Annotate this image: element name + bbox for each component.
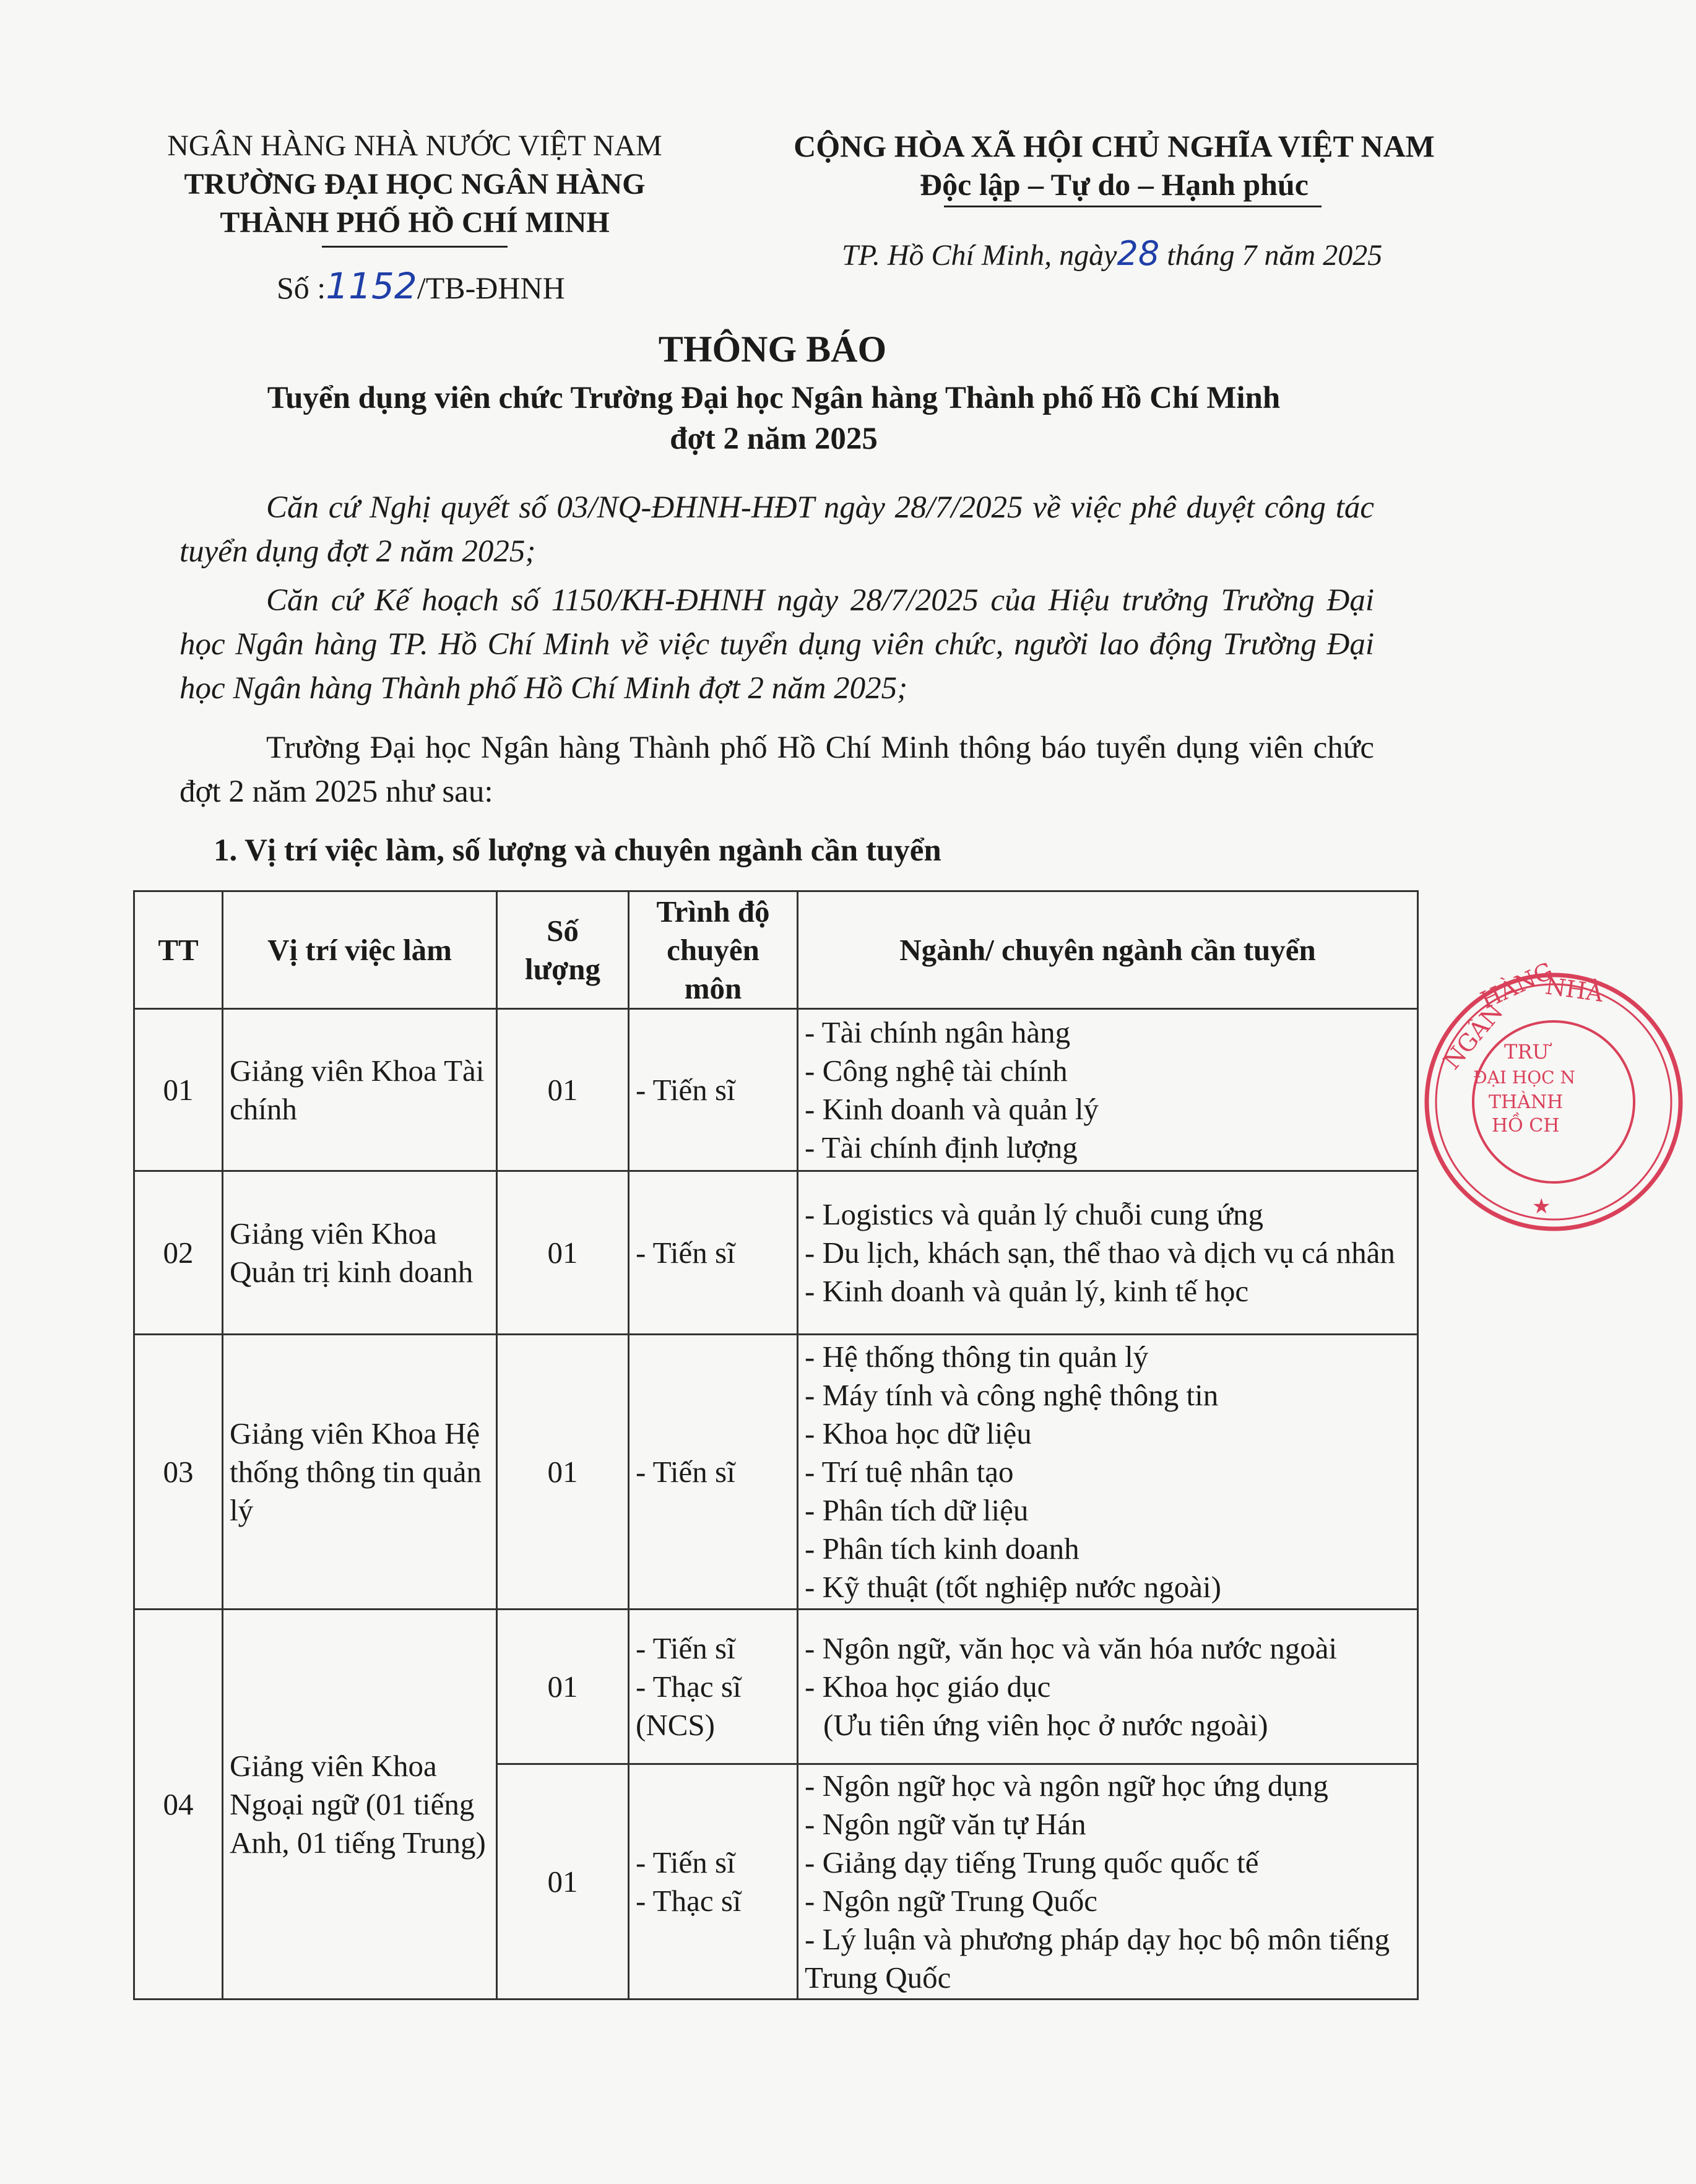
issue-date [842,234,1382,273]
major-item: - Ngôn ngữ học và ngôn ngữ học ứng dụng [805,1768,1328,1803]
table-row [134,1335,1418,1610]
issuer-parent: NGÂN HÀNG NHÀ NƯỚC VIỆT NAM [167,129,662,162]
header-majors: Ngành/ chuyên ngành cần tuyển [798,891,1418,1009]
major-item: - Tài chính ngân hàng [805,1015,1071,1049]
legal-basis-1-text: Căn cứ Nghị quyết số 03/NQ-ĐHNH-HĐT ngày 28/7/2025 về việc phê duyệt công tác tuyển dụng đợt 2 năm 2025; [180,490,1374,569]
row-level [629,1610,798,1764]
table-row [134,1171,1418,1335]
legal-basis-2-text: Căn cứ Kế hoạch số 1150/KH-ĐHNH ngày 28/7/2025 của Hiệu trưởng Trường Đại học Ngân hàng TP. Hồ Chí Minh về việc tuyển dụng viên chức, người lao động Trường Đại học Ngân hàng Thành phố Hồ Chí Minh đợt 2 năm 2025; [180,583,1374,706]
level-item: - Thạc sĩ [636,1669,742,1704]
subtitle-line1: Tuyển dụng viên chức Trường Đại học Ngân hàng Thành phố Hồ Chí Minh [267,381,1281,415]
svg-text:TRƯ: TRƯ [1504,1040,1549,1064]
level-item: - Tiến sĩ [636,1631,735,1665]
issue-date-prefix: TP. Hồ Chí Minh, ngày [842,239,1117,272]
svg-text:HỒ CH: HỒ CH [1492,1115,1560,1137]
row-position: Giảng viên Khoa Ngoại ngữ (01 tiếng Anh, 01 tiếng Trung) [223,1610,497,2000]
document-number [277,265,565,307]
announcement-intro [180,726,1374,814]
svg-text:★: ★ [1532,1194,1551,1219]
row-level [629,1764,798,2000]
svg-text:NHÀ: NHÀ [1543,972,1605,1007]
row-level [629,1335,798,1610]
level-item: - Tiến sĩ [636,1072,735,1107]
row-position: Giảng viên Khoa Quản trị kinh doanh [223,1171,497,1335]
seal-icon [1411,956,1696,1238]
national-motto: Độc lập – Tự do – Hạnh phúc [920,167,1309,202]
header-tt: TT [134,891,223,1009]
row-level [629,1171,798,1335]
row-position: Giảng viên Khoa Hệ thống thông tin quản lý [223,1335,497,1610]
major-item: - Kỹ thuật (tốt nghiệp nước ngoài) [805,1569,1221,1604]
row-tt: 01 [134,1009,223,1171]
header-level-line1: Trình độ [656,894,770,929]
row-tt: 02 [134,1171,223,1335]
svg-text:THÀNH: THÀNH [1489,1091,1564,1113]
major-item: - Lý luận và phương pháp dạy học bộ môn tiếng Trung Quốc [805,1922,1390,1995]
level-item: - Thạc sĩ [636,1883,742,1918]
major-item: - Giảng dạy tiếng Trung quốc quốc tế [805,1845,1259,1879]
row-quantity: 01 [497,1171,629,1335]
major-item: - Hệ thống thông tin quản lý [805,1339,1149,1374]
major-item: - Khoa học giáo dục [805,1669,1051,1704]
national-name: CỘNG HÒA XÃ HỘI CHỦ NGHĨA VIỆT NAM [794,129,1435,163]
motto-underline [944,206,1322,207]
major-item: - Công nghệ tài chính [805,1053,1068,1088]
table-row [134,1610,1418,1764]
major-item: - Kinh doanh và quản lý, kinh tế học [805,1273,1249,1308]
header-level-line2: chuyên [667,932,759,967]
header-level [629,891,798,1009]
recruitment-table [133,890,1419,2000]
level-item: (NCS) [636,1707,715,1742]
major-item: - Trí tuệ nhân tạo [805,1454,1014,1489]
document-subtitle [124,378,1424,459]
major-item: - Ngôn ngữ văn tự Hán [805,1806,1086,1841]
major-item: - Kinh doanh và quản lý [805,1091,1099,1126]
issue-date-suffix: tháng 7 năm 2025 [1167,239,1383,272]
row-tt: 04 [134,1610,223,2000]
issue-date-day-handwritten: 28 [1117,234,1160,273]
announcement-intro-text: Trường Đại học Ngân hàng Thành phố Hồ Chí Minh thông báo tuyển dụng viên chức đợt 2 năm 2025 như sau: [180,730,1374,809]
row-majors [798,1764,1418,2000]
svg-text:HÀNG: HÀNG [1476,956,1558,1015]
row-majors [798,1171,1418,1335]
major-item: - Khoa học dữ liệu [805,1416,1032,1450]
row-majors [798,1610,1418,1764]
official-seal-stamp [1411,956,1605,1238]
section-1-heading: 1. Vị trí việc làm, số lượng và chuyên ngành cần tuyển [214,833,941,868]
issuer-name-line1: TRƯỜNG ĐẠI HỌC NGÂN HÀNG [184,168,646,201]
header-position: Vị trí việc làm [223,891,497,1009]
level-item: - Tiến sĩ [636,1454,735,1489]
row-majors [798,1335,1418,1610]
major-item: - Logistics và quản lý chuỗi cung ứng [805,1197,1264,1231]
document-number-suffix: /TB-ĐHNH [417,271,565,305]
level-item: - Tiến sĩ [636,1235,735,1270]
header-quantity [497,891,629,1009]
major-item: - Du lịch, khách sạn, thể thao và dịch vụ cá nhân [805,1235,1395,1270]
row-position: Giảng viên Khoa Tài chính [223,1009,497,1171]
major-item: - Máy tính và công nghệ thông tin [805,1377,1219,1412]
major-item: - Phân tích dữ liệu [805,1493,1029,1527]
svg-text:ĐẠI HỌC N: ĐẠI HỌC N [1473,1067,1575,1088]
major-item: - Ngôn ngữ Trung Quốc [805,1883,1098,1918]
legal-basis-1 [180,486,1374,574]
document-number-handwritten: 1152 [326,265,417,307]
row-quantity: 01 [497,1764,629,2000]
row-majors [798,1009,1418,1171]
row-quantity: 01 [497,1610,629,1764]
table-header-row [134,891,1418,1009]
row-quantity: 01 [497,1009,629,1171]
header-level-line3: môn [684,971,742,1005]
row-tt: 03 [134,1335,223,1610]
issuer-underline [322,246,508,248]
major-item: - Ngôn ngữ, văn học và văn hóa nước ngoài [805,1631,1338,1665]
table-row [134,1009,1418,1171]
header-quantity-line1: Số [547,913,579,948]
legal-basis-2 [180,579,1374,711]
national-motto-block [755,127,1473,204]
row-level [629,1009,798,1171]
major-item: (Ưu tiên ứng viên học ở nước ngoài) [823,1707,1268,1742]
major-item: - Phân tích kinh doanh [805,1531,1079,1566]
level-item: - Tiến sĩ [636,1845,735,1879]
row-quantity: 01 [497,1335,629,1610]
major-item: - Tài chính định lượng [805,1130,1078,1164]
document-number-prefix: Số : [277,271,326,305]
document-title: THÔNG BÁO [658,329,887,370]
svg-text:NGÂN: NGÂN [1438,998,1508,1075]
header-quantity-line2: lượng [525,951,600,986]
issuer-block [142,127,687,242]
issuer-name-line2: THÀNH PHỐ HỒ CHÍ MINH [220,206,610,239]
subtitle-line2: đợt 2 năm 2025 [670,422,878,456]
